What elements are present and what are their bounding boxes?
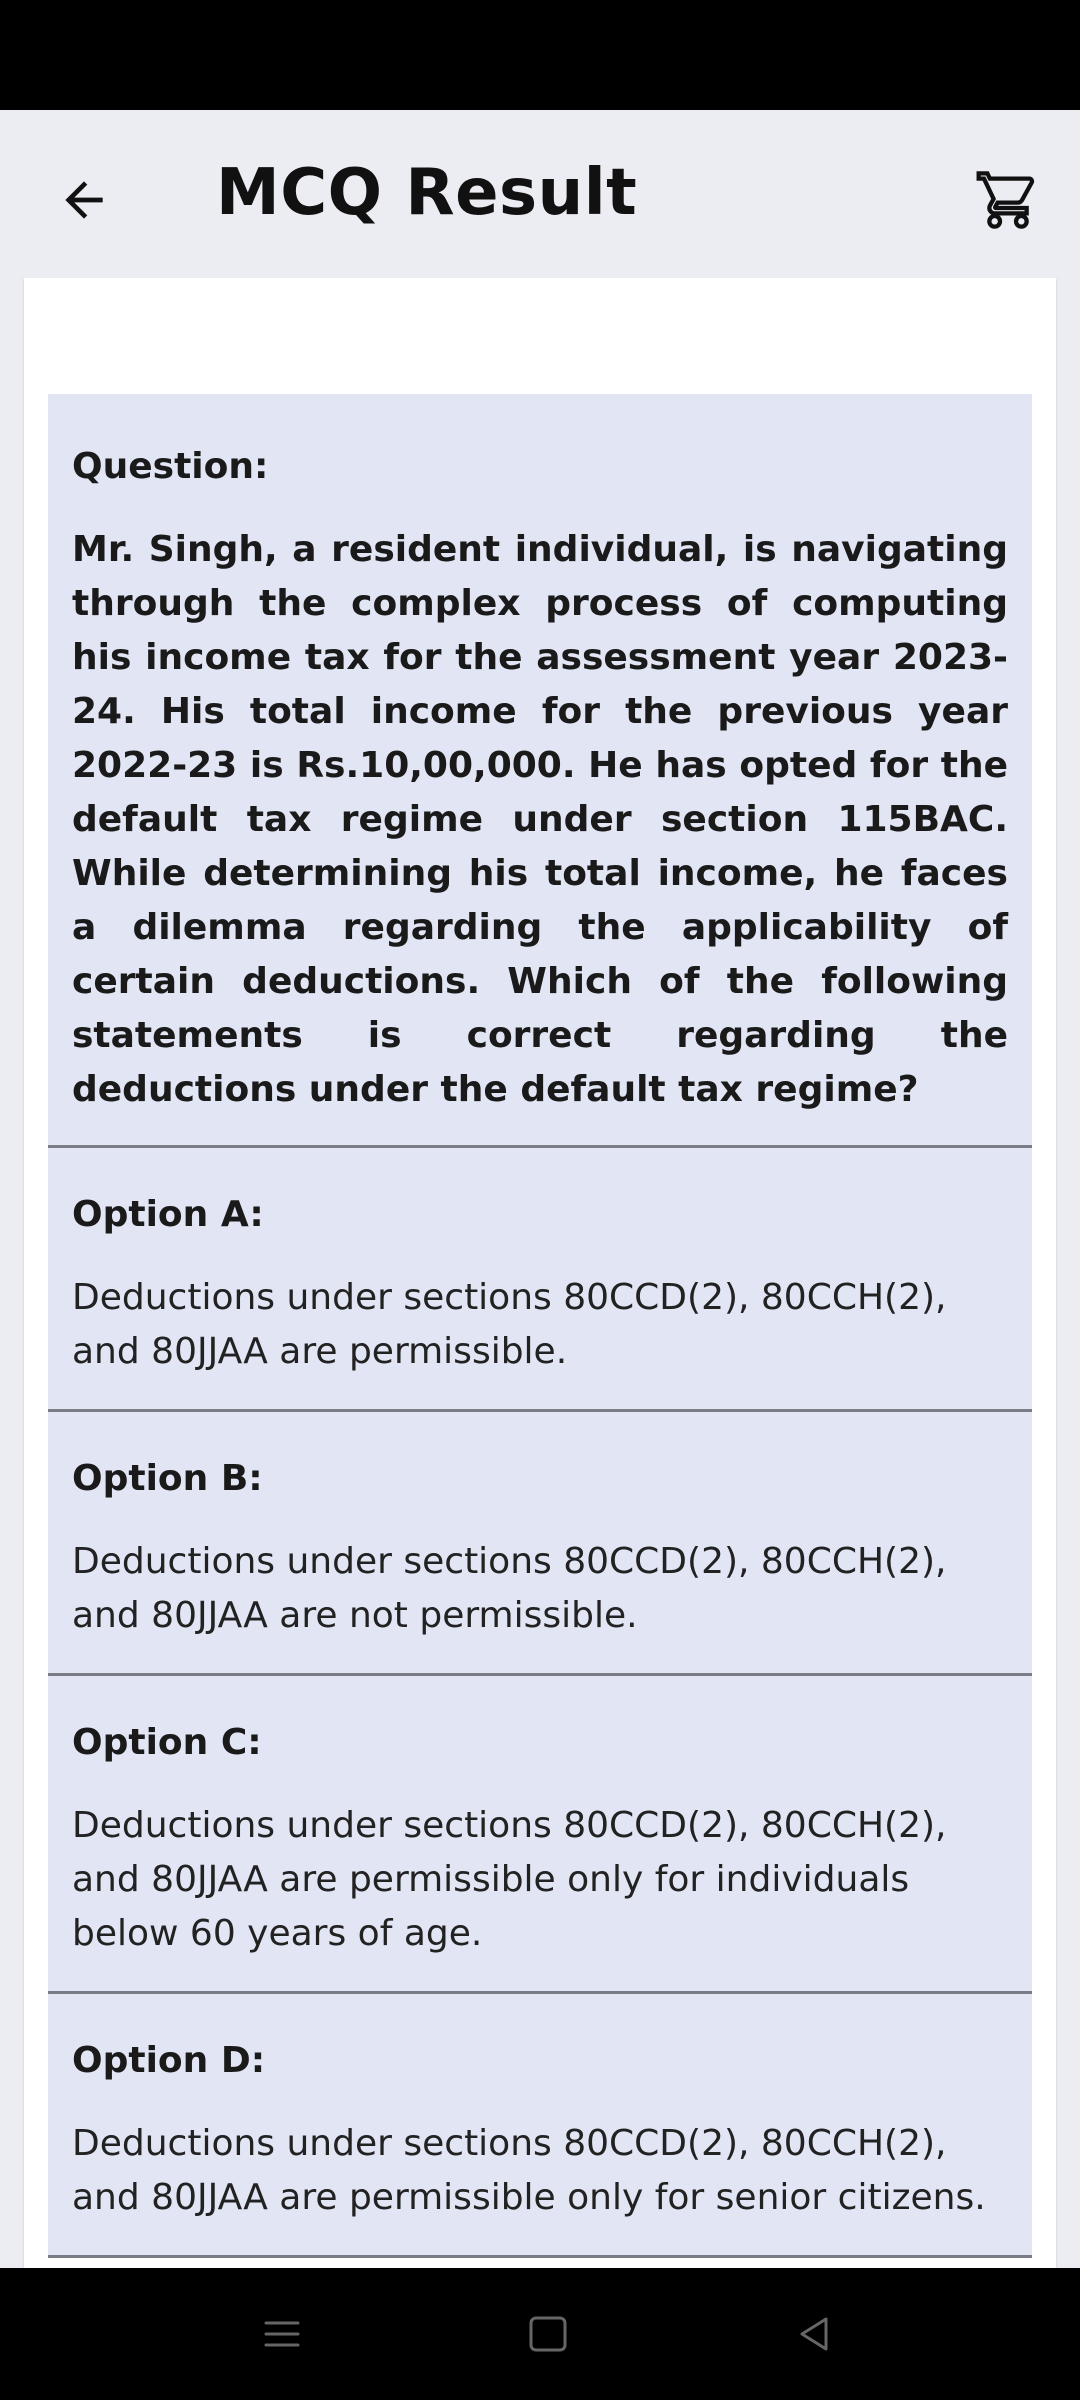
shopping-cart-icon	[976, 168, 1040, 232]
result-card	[24, 278, 1056, 2268]
system-nav-bar	[0, 2268, 1080, 2400]
back-triangle-icon	[794, 2314, 834, 2354]
option-a-block[interactable]	[48, 1148, 1032, 1412]
nav-back-button[interactable]	[784, 2304, 844, 2364]
option-b-block[interactable]	[48, 1412, 1032, 1676]
option-c-block[interactable]	[48, 1676, 1032, 1994]
option-label: Option D:	[72, 2040, 266, 2081]
option-text: Deductions under sections 80CCD(2), 80CCH(2), and 80JJAA are permissible only for individuals below 60 years of age.	[72, 1805, 947, 1954]
question-label: Question:	[72, 446, 269, 487]
status-bar	[0, 0, 1080, 110]
nav-home-button[interactable]	[518, 2304, 578, 2364]
content-area	[0, 278, 1080, 2268]
option-text: Deductions under sections 80CCD(2), 80CCH(2), and 80JJAA are permissible.	[72, 1277, 947, 1372]
app-bar	[0, 110, 1080, 278]
question-answer-panel	[48, 394, 1032, 2258]
cart-button[interactable]	[968, 160, 1048, 240]
option-label: Option A:	[72, 1194, 264, 1235]
option-text: Deductions under sections 80CCD(2), 80CCH(2), and 80JJAA are not permissible.	[72, 1541, 947, 1636]
arrow-back-icon	[56, 172, 112, 228]
back-button[interactable]	[44, 160, 124, 240]
nav-menu-button[interactable]	[252, 2304, 312, 2364]
option-label: Option C:	[72, 1722, 262, 1763]
question-text: Mr. Singh, a resident individual, is navigating through the complex process of computing his income tax for the assessment year 2023-24. His total income for the previous year 2022-23 is Rs.10,00,000. He has opted for the default tax regime under section 115BAC. While determining his total income, he faces a dilemma regarding the applicability of certain deductions. Which of the following statements is correct regarding the deductions under the default tax regime?	[72, 529, 1008, 1110]
option-text: Deductions under sections 80CCD(2), 80CCH(2), and 80JJAA are permissible only for senior citizens.	[72, 2123, 986, 2218]
page-title: MCQ Result	[216, 156, 638, 230]
home-square-icon	[528, 2314, 568, 2354]
question-block	[48, 394, 1032, 1148]
option-d-block[interactable]	[48, 1994, 1032, 2258]
menu-icon	[262, 2314, 302, 2354]
option-label: Option B:	[72, 1458, 263, 1499]
